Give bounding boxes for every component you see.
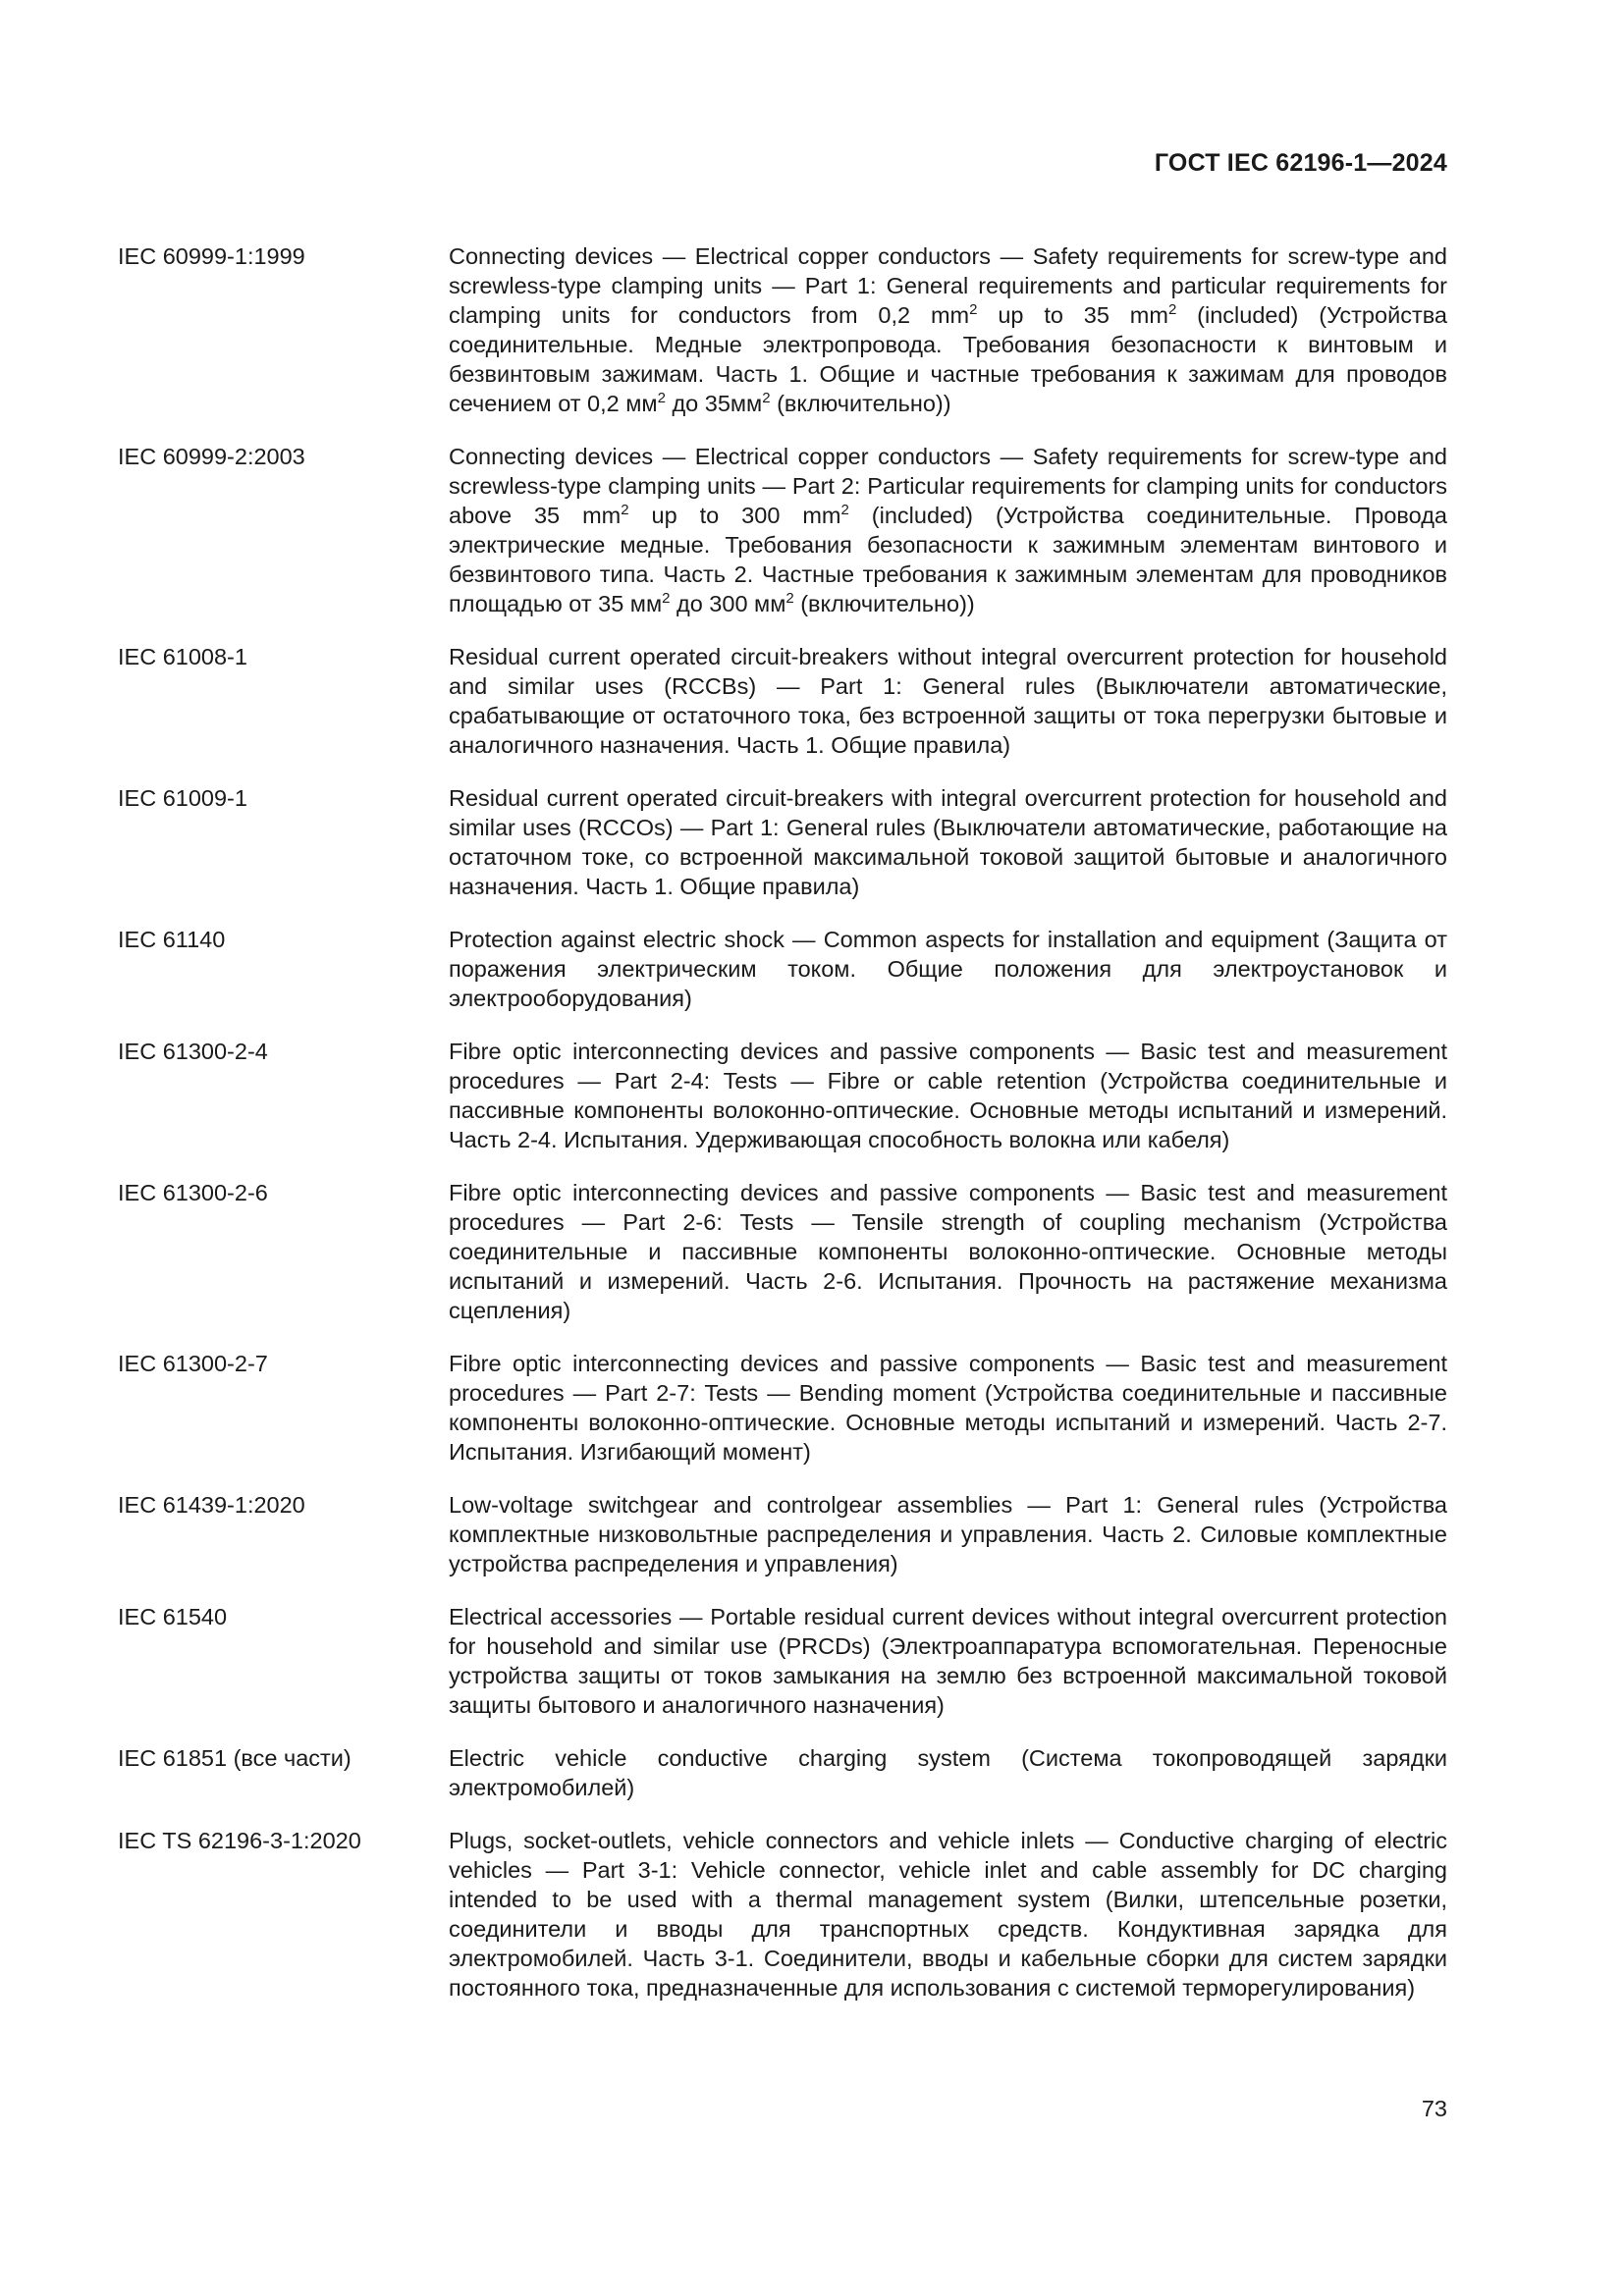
reference-code: IEC TS 62196-3-1:2020 [118,1828,361,1853]
reference-description: Connecting devices — Electrical copper conductors — Safety requirements for screw-type and screwless-type clamping units — Part 1: General requirements and particular requirements for clamping units for conductors from 0,2 $mm^2$ up to 35 $mm^2$ (included) (Устройства соединительные. Медные электропровода. Требования безопасности к винтовым и безвинтовым зажимам. Часть 1. Общие и частные требования к зажимам для проводов сечением от 0,2 $мм^2$ до $35мм^2$ (включительно)) [449,243,1448,416]
normative-references-list [118,241,1447,2026]
reference-description: Residual current operated circuit-breakers with integral overcurrent protection for household and similar uses (RCCOs) — Part 1: General rules (Выключатели автоматические, работающие на остаточном токе, со встроенной максимальной токовой защитой бытовые и аналогичного назначения. Часть 1. Общие правила) [449,785,1447,899]
reference-code: IEC 61540 [118,1604,228,1629]
reference-description: Fibre optic interconnecting devices and passive components — Basic test and measurement procedures — Part 2-4: Tests — Fibre or cable retention (Устройства соединительные и пассивные компоненты волоконно-оптические. Основные методы испытаний и измерений. Часть 2-4. Испытания. Удерживающая способность волокна или кабеля) [449,1039,1447,1152]
reference-entry [118,783,1447,901]
reference-code: IEC 61439-1:2020 [118,1492,305,1518]
reference-entry [118,1349,1447,1467]
reference-code: IEC 60999-1:1999 [118,243,305,269]
reference-entry [118,925,1447,1013]
reference-description: Electrical accessories — Portable residual current devices without integral overcurrent protection for household and similar use (PRCDs) (Электроаппаратура вспомогательная. Переносные устройства защиты от токов замыкания на землю без встроенной максимальной токовой защиты бытового и аналогичного назначения) [449,1604,1447,1718]
reference-entry [118,241,1447,418]
reference-code: IEC 61300-2-4 [118,1039,268,1064]
reference-entry [118,1602,1447,1720]
reference-entry [118,1037,1447,1154]
reference-code: IEC 61300-2-7 [118,1351,268,1376]
reference-code: IEC 61008-1 [118,644,247,669]
reference-description: Residual current operated circuit-breakers without integral overcurrent protection for household and similar uses (RCCBs) — Part 1: General rules (Выключатели автоматические, срабатывающие от остаточного тока, без встроенной защиты от тока перегрузки бытовые и аналогичного назначения. Часть 1. Общие правила) [449,644,1447,758]
reference-description: Electric vehicle conductive charging system (Система токопроводящей зарядки электромобилей) [449,1745,1447,1800]
reference-description: Low-voltage switchgear and controlgear assemblies — Part 1: General rules (Устройства комплектные низковольтные распределения и управления. Часть 2. Силовые комплектные устройства распределения и управления) [449,1492,1447,1576]
reference-code: IEC 61851 (все части) [118,1745,352,1771]
reference-entry [118,1178,1447,1325]
reference-code: IEC 61009-1 [118,785,247,811]
reference-description: Fibre optic interconnecting devices and passive components — Basic test and measurement procedures — Part 2-7: Tests — Bending moment (Устройства соединительные и пассивные компоненты волоконно-оптические. Основные методы испытаний и измерений. Часть 2-7. Испытания. Изгибающий момент) [449,1351,1447,1465]
reference-code: IEC 60999-2:2003 [118,444,305,469]
document-header: ГОСТ IEC 62196-1—2024 [1154,149,1447,177]
reference-entry [118,442,1447,618]
reference-code: IEC 61300-2-6 [118,1180,268,1205]
reference-description: Connecting devices — Electrical copper conductors — Safety requirements for screw-type and screwless-type clamping units — Part 2: Particular requirements for clamping units for conductors above 35 $mm^2$ up to 300 $mm^2$ (included) (Устройства соединительные. Провода электрические медные. Требования безопасности к зажимным элементам винтового и безвинтового типа. Часть 2. Частные требования к зажимным элементам для проводников площадью от 35 $мм^2$ до 300 $мм^2$ (включительно)) [449,444,1447,616]
reference-description: Plugs, socket-outlets, vehicle connectors and vehicle inlets — Conductive charging of electric vehicles — Part 3-1: Vehicle connector, vehicle inlet and cable assembly for DC charging intended to be used with a thermal management system (Вилки, штепсельные розетки, соединители и вводы для транспортных средств. Кондуктивная зарядка для электромобилей. Часть 3-1. Соединители, вводы и кабельные сборки для систем зарядки постоянного тока, предназначенные для использования с системой терморегулирования) [449,1828,1447,2001]
reference-entry [118,642,1447,760]
reference-entry [118,1743,1447,1802]
reference-entry [118,1490,1447,1578]
page-number: 73 [1421,2096,1447,2121]
reference-code: IEC 61140 [118,927,226,952]
reference-description: Fibre optic interconnecting devices and passive components — Basic test and measurement procedures — Part 2-6: Tests — Tensile strength of coupling mechanism (Устройства соединительные и пассивные компоненты волоконно-оптические. Основные методы испытаний и измерений. Часть 2-6. Испытания. Прочность на растяжение механизма сцепления) [449,1180,1447,1323]
reference-description: Protection against electric shock — Common aspects for installation and equipment (Защита от поражения электрическим током. Общие положения для электроустановок и электрооборудования) [449,927,1447,1011]
reference-entry [118,1826,1447,2002]
